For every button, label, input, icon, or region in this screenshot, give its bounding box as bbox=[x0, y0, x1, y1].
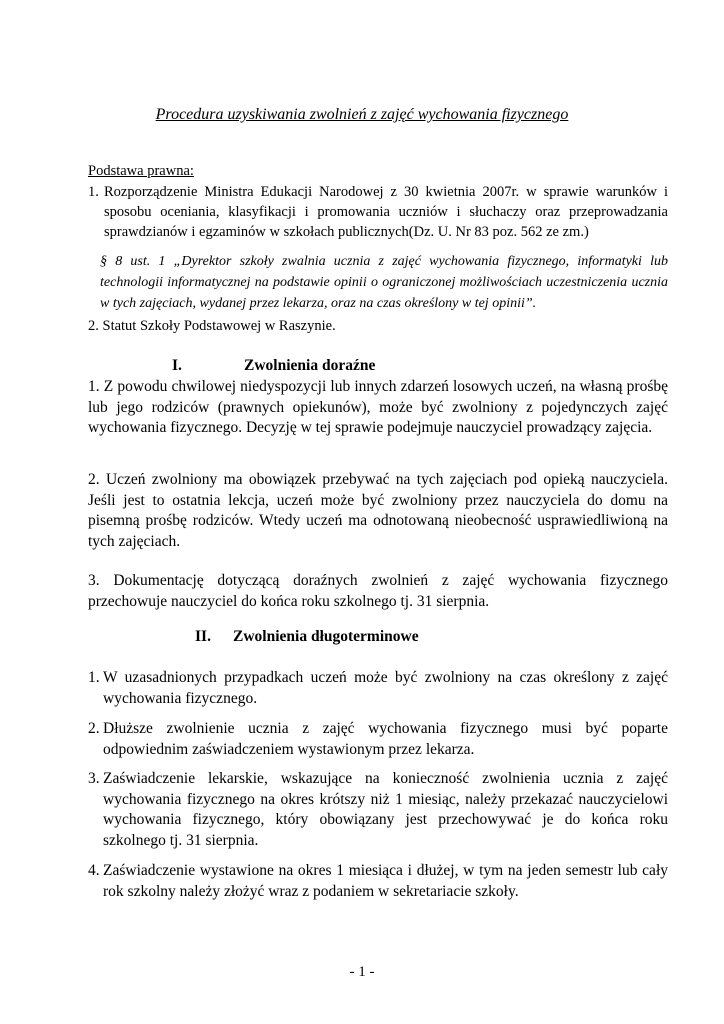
section-1-paragraph-3: 3. Dokumentację dotyczącą doraźnych zwolnień z zajęć wychowania fizycznego przechowuje nauczyciel do końca roku szkolnego tj. 31 sierpnia. bbox=[88, 572, 668, 610]
section-2-item-2-number: 2. bbox=[88, 720, 100, 737]
section-2-item-2-text: Dłuższe zwolnienie ucznia z zajęć wychowania fizycznego musi być poparte odpowiednim zaświadczeniem wystawionym przez lekarza. bbox=[103, 720, 668, 758]
section-2-heading bbox=[195, 628, 419, 646]
section-1-title: Zwolnienia doraźne bbox=[244, 357, 376, 374]
legal-basis-heading: Podstawa prawna: bbox=[88, 163, 194, 179]
legal-basis-item-2: 2. Statut Szkoły Podstawowej w Raszynie. bbox=[88, 318, 336, 334]
section-2-item-4-text: Zaświadczenie wystawione na okres 1 miesiąca i dłużej, w tym na jeden semestr lub cały rok szkolny należy złożyć wraz z podaniem w sekretariacie szkoły. bbox=[103, 862, 668, 900]
document-title: Procedura uzyskiwania zwolnień z zajęć wychowania fizycznego bbox=[155, 106, 569, 123]
section-2-item-3-text: Zaświadczenie lekarskie, wskazujące na konieczność zwolnienia ucznia z zajęć wychowania fizycznego na okres krótszy niż 1 miesiąc, należy przekazać nauczycielowi wychowania fizycznego, który obowiązany jest przechowywać je do końca roku szkolnego tj. 31 sierpnia. bbox=[103, 770, 668, 849]
section-2-item-1-number: 1. bbox=[88, 669, 100, 686]
section-2-title: Zwolnienia długoterminowe bbox=[233, 628, 419, 645]
legal-basis-item-1 bbox=[88, 182, 668, 242]
section-2-item-1 bbox=[88, 668, 668, 709]
legal-basis-item-1-number: 1. bbox=[88, 184, 99, 200]
section-2-item-3-number: 3. bbox=[88, 770, 100, 787]
section-2-item-3 bbox=[88, 769, 668, 851]
section-2-item-1-text: W uzasadnionych przypadkach uczeń może być zwolniony na czas określony z zajęć wychowania fizycznego. bbox=[103, 669, 668, 707]
section-1-paragraph-1: 1. Z powodu chwilowej niedyspozycji lub innych zdarzeń losowych uczeń, na własną prośbę lub jego rodziców (prawnych opiekunów), może być zwolniony z pojedynczych zajęć wychowania fizycznego. Decyzję w tej sprawie podejmuje nauczyciel prowadzący zajęcia. bbox=[88, 378, 668, 436]
legal-basis-item-1-text: Rozporządzenie Ministra Edukacji Narodowej z 30 kwietnia 2007r. w sprawie warunków i sposobu oceniania, klasyfikacji i promowania uczniów i słuchaczy oraz przeprowadzania sprawdzianów i egzaminów w szkołach publicznych(Dz. U. Nr 83 poz. 562 ze zm.) bbox=[104, 184, 668, 240]
section-2-item-2 bbox=[88, 719, 668, 760]
section-2-roman: II. bbox=[195, 628, 211, 645]
page-number: - 1 - bbox=[349, 964, 375, 980]
section-1-roman: I. bbox=[172, 357, 182, 374]
section-2-item-4 bbox=[88, 861, 668, 902]
section-1-paragraph-2: 2. Uczeń zwolniony ma obowiązek przebywać na tych zajęciach pod opieką nauczyciela. Jeśli jest to ostatnia lekcja, uczeń może być zwolniony przez nauczyciela do domu na pisemną prośbę rodziców. Wtedy uczeń ma odnotowaną nieobecność usprawiedliwioną na tych zajęciach. bbox=[88, 471, 668, 550]
section-2-item-4-number: 4. bbox=[88, 862, 100, 879]
legal-quote: § 8 ust. 1 „Dyrektor szkoły zwalnia ucznia z zajęć wychowania fizycznego, informatyki lub technologii informatycznej na podstawie opinii o ograniczonej możliwościach uczestniczenia ucznia w tych zajęciach, wydanej przez lekarza, oraz na czas określony w tej opinii”. bbox=[100, 254, 668, 311]
section-1-heading bbox=[172, 357, 375, 375]
